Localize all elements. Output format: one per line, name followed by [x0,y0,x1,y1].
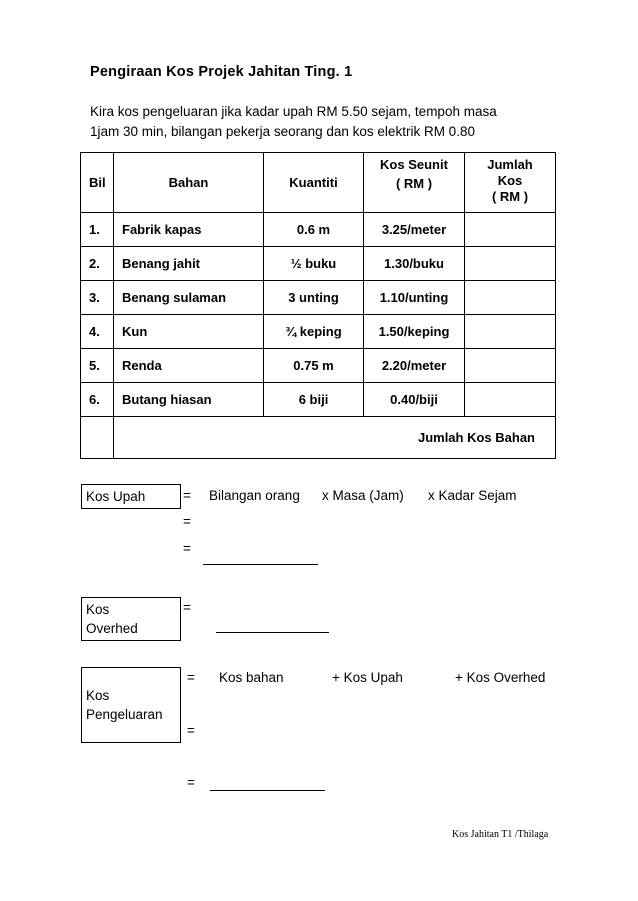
row-kuantiti: 0.75 m [264,349,364,383]
kos-upah-equals-1: = [183,488,191,503]
row-bil: 1. [81,213,114,247]
header-bil: Bil [81,153,114,213]
table-row [81,383,556,417]
footer-empty-cell [81,417,114,459]
header-jumlah-line3: ( RM ) [491,189,529,204]
kos-overhed-answer-line[interactable] [216,632,329,633]
header-bahan: Bahan [114,153,264,213]
kos-pengeluaran-equals-1: = [187,670,195,685]
table-header-row [81,153,556,213]
kos-overhed-label-line1: Kos [86,602,110,617]
kos-upah-equals-2: = [183,514,191,529]
kos-pengeluaran-equals-2: = [187,723,195,738]
row-kos-seunit: 1.10/unting [364,281,465,315]
row-bil: 3. [81,281,114,315]
page-footer: Kos Jahitan T1 /Thilaga [452,829,549,840]
row-bahan: Benang sulaman [114,281,264,315]
row-bil: 6. [81,383,114,417]
materials-table [80,152,556,459]
header-jumlah-line1: Jumlah [487,157,533,172]
row-jumlah[interactable] [465,315,556,349]
row-kos-seunit: 2.20/meter [364,349,465,383]
row-kos-seunit: 3.25/meter [364,213,465,247]
row-bil: 2. [81,247,114,281]
kos-pengeluaran-term-overhed: + Kos Overhed [455,670,546,685]
kos-upah-answer-line[interactable] [203,564,318,565]
kos-upah-term-kadar: x Kadar Sejam [428,488,517,503]
kos-overhed-label-line2: Overhed [86,621,138,636]
row-kuantiti: 6 biji [264,383,364,417]
row-kuantiti: ¾ keping [264,315,364,349]
row-bil: 5. [81,349,114,383]
row-jumlah[interactable] [465,383,556,417]
table-row [81,315,556,349]
header-kos-seunit-line2: ( RM ) [395,176,433,191]
kos-pengeluaran-term-bahan: Kos bahan [219,670,284,685]
page-title: Pengiraan Kos Projek Jahitan Ting. 1 [90,64,353,80]
header-jumlah-line2: Kos [497,173,523,188]
kos-upah-label: Kos Upah [81,484,181,509]
row-bahan: Butang hiasan [114,383,264,417]
row-kos-seunit: 1.30/buku [364,247,465,281]
row-bahan: Kun [114,315,264,349]
table-footer-row [81,417,556,459]
kos-pengeluaran-term-upah: + Kos Upah [332,670,403,685]
jumlah-kos-bahan-label: Jumlah Kos Bahan [114,417,556,459]
kos-pengeluaran-equals-3: = [187,775,195,790]
row-bil: 4. [81,315,114,349]
row-bahan: Fabrik kapas [114,213,264,247]
row-jumlah[interactable] [465,213,556,247]
row-bahan: Benang jahit [114,247,264,281]
kos-pengeluaran-label [81,667,181,743]
kos-overhed-equals: = [183,600,191,615]
table-row [81,213,556,247]
kos-pengeluaran-label-line2: Pengeluaran [86,707,163,722]
header-kos-seunit-line1: Kos Seunit [380,157,448,172]
row-kuantiti: 0.6 m [264,213,364,247]
table-row [81,247,556,281]
row-jumlah[interactable] [465,281,556,315]
header-jumlah-kos [465,153,556,213]
kos-upah-term-masa: x Masa (Jam) [322,488,404,503]
kos-overhed-label [81,597,181,641]
kos-pengeluaran-label-line1: Kos [86,688,110,703]
row-kos-seunit: 1.50/keping [364,315,465,349]
row-kuantiti: 3 unting [264,281,364,315]
row-jumlah[interactable] [465,247,556,281]
table-row [81,349,556,383]
header-kos-seunit [364,153,465,213]
header-kuantiti: Kuantiti [264,153,364,213]
row-jumlah[interactable] [465,349,556,383]
intro-line-1: Kira kos pengeluaran jika kadar upah RM 5.50 sejam, tempoh masa [90,104,497,119]
intro-line-2: 1jam 30 min, bilangan pekerja seorang dan kos elektrik RM 0.80 [90,124,475,139]
row-kos-seunit: 0.40/biji [364,383,465,417]
kos-pengeluaran-answer-line[interactable] [210,790,325,791]
table-row [81,281,556,315]
kos-upah-equals-3: = [183,541,191,556]
row-kuantiti: ½ buku [264,247,364,281]
row-bahan: Renda [114,349,264,383]
kos-upah-term-bilangan: Bilangan orang [209,488,300,503]
